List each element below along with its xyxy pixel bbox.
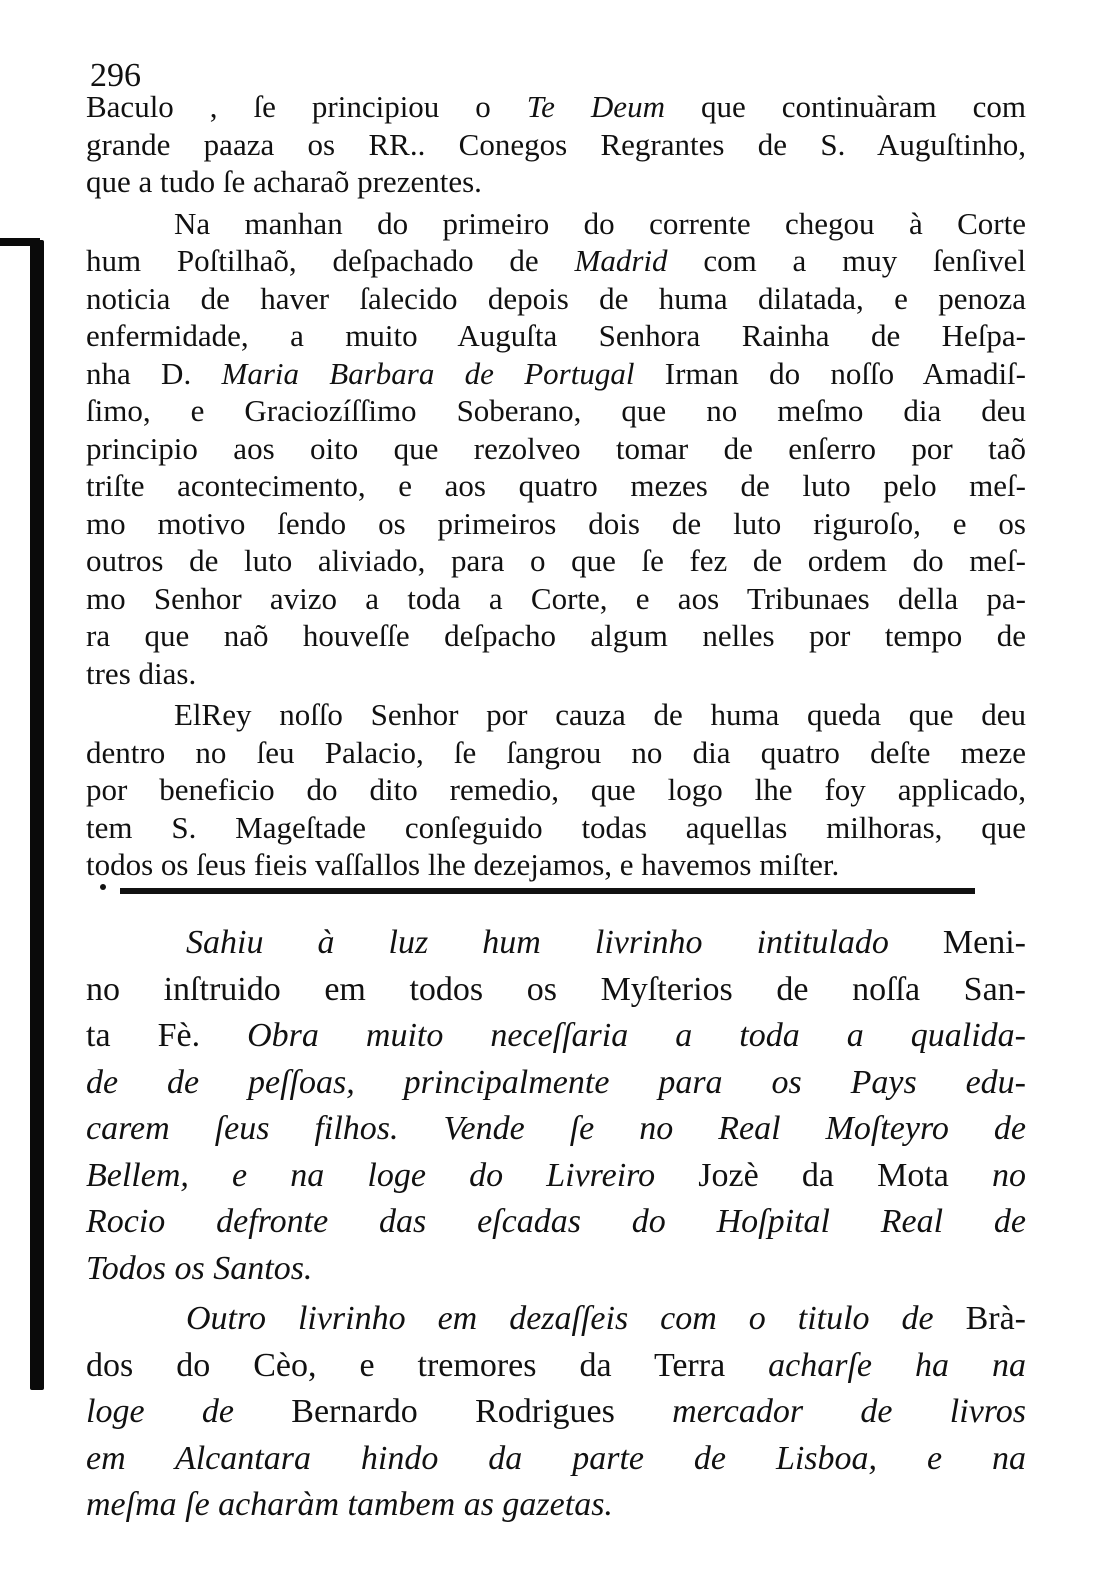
text-line <box>86 809 1026 847</box>
italic-text: mercador de livros <box>672 1393 1026 1430</box>
italic-text: em Alcantara hindo da parte de Lisboa, e na <box>86 1439 1026 1477</box>
roman-text: principio aos oito que rezolveo tomar de enſerro por taõ <box>86 430 1026 466</box>
text-line <box>86 542 1026 580</box>
roman-text: dentro no ſeu Palacio, ſe ſangrou no dia quatro deſte meze <box>86 734 1026 770</box>
roman-text: que continuàram com <box>664 89 1026 124</box>
text-line <box>86 1199 1026 1246</box>
text-line <box>86 1246 1026 1293</box>
roman-text: noticia de haver ſalecido depois de huma dilatada, e penoza <box>86 280 1026 316</box>
roman-text: triſte acontecimento, e aos quatro mezes de luto pelo meſ- <box>86 468 1026 503</box>
roman-text: Na manhan do primeiro do corrente chegou à Corte <box>174 205 1026 241</box>
roman-text: ra que naõ houveſſe deſpacho algum nelles por tempo de <box>86 618 1026 653</box>
advertisement-paragraph <box>86 1296 1026 1529</box>
roman-text: todos os ſeus fieis vaſſallos lhe dezejamos, e havemos miſter. <box>86 847 840 882</box>
text-line <box>86 505 1026 543</box>
italic-text: Rocio defronte das eſcadas do Hoſpital Real de <box>86 1203 1026 1240</box>
text-line <box>86 280 1026 318</box>
text-line <box>86 655 1026 693</box>
news-paragraph <box>86 696 1026 884</box>
roman-text: tres dias. <box>86 655 197 691</box>
text-line <box>86 205 1026 243</box>
text-line <box>86 1482 1026 1529</box>
italic-text: acharſe ha na <box>768 1346 1026 1384</box>
text-line <box>86 126 1026 164</box>
italic-text: Todos os Santos. <box>86 1249 313 1287</box>
italic-text: Te Deum <box>526 89 665 124</box>
roman-text: ElRey noſſo Senhor por cauza de huma queda que deu <box>174 697 1026 732</box>
italic-text: Outro livrinho em dezaſſeis com o titulo de <box>186 1300 934 1337</box>
italic-text: no <box>992 1156 1026 1194</box>
roman-text: Jozè da Mota <box>655 1156 992 1194</box>
news-paragraph <box>86 205 1026 693</box>
text-line <box>86 846 1026 884</box>
roman-text: Brà- <box>933 1300 1026 1337</box>
roman-text: outros de luto aliviado, para o que ſe fez de ordem do meſ- <box>86 543 1026 578</box>
text-line <box>86 696 1026 734</box>
roman-text: no inſtruido em todos os Myſterios de noſſa San- <box>86 970 1026 1008</box>
text-line <box>86 430 1026 468</box>
news-paragraph <box>86 88 1026 201</box>
roman-text: nha D. <box>86 355 222 391</box>
roman-text: Baculo , ſe principiou o <box>86 89 527 124</box>
text-line <box>86 734 1026 772</box>
text-line <box>86 88 1026 126</box>
italic-text: meſma ſe acharàm tambem as gazetas. <box>86 1486 613 1523</box>
roman-text: dos do Cèo, e tremores da Terra <box>86 1346 769 1384</box>
text-line <box>86 163 1026 201</box>
italic-text: Obra muito neceſſaria a toda a qualida- <box>247 1017 1026 1054</box>
roman-text: hum Poſtilhaõ, deſpachado de <box>86 243 575 278</box>
text-line <box>86 242 1026 280</box>
rule-dot <box>100 884 106 890</box>
roman-text: tem S. Mageſtade conſeguido todas aquellas milhoras, que <box>86 809 1026 845</box>
text-line <box>86 1296 1026 1343</box>
roman-text: Irman do noſſo Amadiſ- <box>634 355 1026 391</box>
text-line <box>86 580 1026 618</box>
italic-text: de de peſſoas, principalmente para os Pays edu- <box>86 1063 1026 1101</box>
roman-text: mo Senhor avizo a toda a Corte, e aos Tribunaes della pa- <box>86 580 1026 616</box>
text-line <box>86 1013 1026 1060</box>
text-line <box>86 1153 1026 1200</box>
text-line <box>86 392 1026 430</box>
text-line <box>86 617 1026 655</box>
advertisement-section <box>86 920 1026 1529</box>
text-line <box>86 771 1026 809</box>
text-line <box>86 1343 1026 1390</box>
roman-text: mo motivo ſendo os primeiros dois de luto riguroſo, e os <box>86 505 1026 541</box>
roman-text: por beneficio do dito remedio, que logo lhe foy applicado, <box>86 772 1026 807</box>
roman-text: ſimo, e Graciozíſſimo Soberano, que no meſmo dia deu <box>86 393 1026 428</box>
roman-text: que a tudo ſe acharaõ prezentes. <box>86 164 482 199</box>
roman-text: grande paaza os RR.. Conegos Regrantes de S. Auguſtinho, <box>86 126 1026 162</box>
roman-text: ta Fè. <box>86 1017 248 1054</box>
roman-text: com a muy ſenſivel <box>667 243 1026 278</box>
text-line <box>86 355 1026 393</box>
section-divider <box>120 888 975 894</box>
text-line <box>86 1060 1026 1107</box>
text-line <box>86 967 1026 1014</box>
roman-text: Bernardo Rodrigues <box>233 1393 673 1430</box>
italic-text: Sahiu à luz hum livrinho intitulado <box>186 924 889 961</box>
text-line <box>86 317 1026 355</box>
italic-text: loge de <box>86 1393 234 1430</box>
italic-text: Maria Barbara de Portugal <box>221 355 635 391</box>
advertisement-paragraph <box>86 920 1026 1292</box>
page-number: 296 <box>90 57 141 94</box>
binding-edge <box>30 240 44 1390</box>
italic-text: Bellem, e na loge do Livreiro <box>86 1156 656 1194</box>
text-line <box>86 1106 1026 1153</box>
text-line <box>86 1436 1026 1483</box>
roman-text: enfermidade, a muito Auguſta Senhora Rainha de Heſpa- <box>86 318 1026 353</box>
italic-text: Madrid <box>574 243 668 278</box>
roman-text: Meni- <box>888 924 1026 961</box>
text-line <box>86 920 1026 967</box>
news-section <box>86 88 1026 884</box>
text-line <box>86 467 1026 505</box>
italic-text: carem ſeus filhos. Vende ſe no Real Moſteyro de <box>86 1110 1026 1147</box>
text-line <box>86 1389 1026 1436</box>
